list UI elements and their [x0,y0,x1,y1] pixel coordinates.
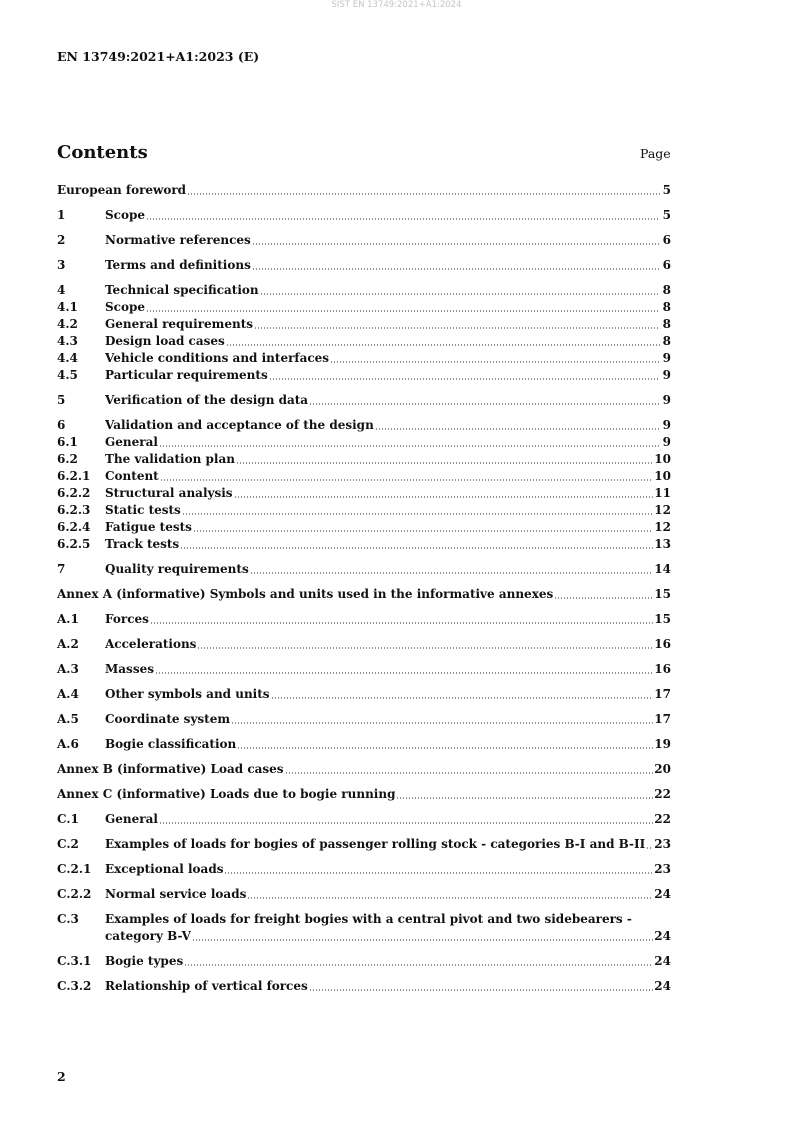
toc-entry-title: Accelerations [105,637,197,651]
toc-entry-page: 17 [654,712,671,726]
toc-entry[interactable] [57,207,671,224]
toc-entry-title: Masses [105,662,154,676]
toc-entry[interactable] [57,257,671,274]
toc-entry-title: Terms and definitions [105,258,251,272]
toc-entry-page: 24 [654,929,671,943]
toc-entry-page: 23 [654,837,671,851]
toc-leader-dots [160,479,654,481]
toc-entry-number: 4.5 [57,368,78,382]
toc-entry-page: 20 [654,762,671,776]
toc-entry[interactable] [57,978,671,995]
toc-entry-page: 12 [654,503,671,517]
toc-entry-title: Forces [105,612,149,626]
toc-leader-dots [197,647,653,649]
toc-entry-title: Validation and acceptance of the design [105,418,374,432]
toc-entry-page: 22 [654,812,671,826]
toc-entry-title: Technical specification [105,283,259,297]
toc-entry-title: Relationship of vertical forces [105,979,308,993]
toc-entry-page: 9 [662,435,671,449]
toc-entry[interactable] [57,350,671,367]
toc-entry-title: General requirements [105,317,254,331]
toc-entry[interactable] [57,434,671,451]
toc-entry[interactable] [57,182,671,199]
toc-entry[interactable] [57,786,671,803]
toc-entry-title: General [105,435,158,449]
toc-entry-page: 8 [662,317,671,331]
toc-entry-number: A.3 [57,662,79,676]
toc-entry-page: 5 [662,208,671,222]
toc-entry[interactable] [57,586,671,603]
toc-entry-title: Scope [105,300,146,314]
toc-leader-dots [285,772,654,774]
table-of-contents [57,182,671,995]
toc-entry-page: 17 [654,687,671,701]
toc-entry-page: 11 [654,486,671,500]
toc-entry-page: 10 [654,452,671,466]
toc-entry-page: 15 [654,587,671,601]
toc-entry-title: Design load cases [105,334,225,348]
toc-entry-number: 6 [57,418,66,432]
toc-entry-number: 6.2.4 [57,520,91,534]
toc-entry[interactable] [57,761,671,778]
toc-entry[interactable] [57,367,671,384]
toc-entry-title: Content [105,469,159,483]
toc-leader-dots [247,897,653,899]
toc-entry-page: 24 [654,954,671,968]
toc-entry-number: 5 [57,393,66,407]
toc-entry-page: 8 [662,283,671,297]
toc-entry-title: Annex C (informative) Loads due to bogie running [57,787,396,801]
toc-entry-number: C.3.1 [57,954,92,968]
toc-leader-dots [192,939,653,941]
toc-leader-dots [375,428,660,430]
toc-entry[interactable] [57,836,671,853]
toc-entry[interactable] [57,502,671,519]
toc-entry-number: 2 [57,233,66,247]
toc-entry-number: 6.2.2 [57,486,91,500]
toc-entry[interactable] [57,686,671,703]
toc-entry-page: 14 [654,562,671,576]
toc-entry[interactable] [57,661,671,678]
toc-entry-number: A.6 [57,737,79,751]
toc-entry-number: 3 [57,258,66,272]
toc-entry-page: 9 [662,351,671,365]
toc-entry-number: C.2.2 [57,887,92,901]
toc-entry[interactable] [57,468,671,485]
toc-entry-number: A.1 [57,612,79,626]
toc-leader-dots [269,378,660,380]
toc-leader-dots [254,327,660,329]
toc-entry[interactable] [57,485,671,502]
toc-leader-dots [180,547,653,549]
toc-entry-page: 22 [654,787,671,801]
toc-leader-dots [309,989,654,991]
toc-entry[interactable] [57,451,671,468]
toc-entry-title: Coordinate system [105,712,231,726]
toc-entry-number: 6.2.1 [57,469,91,483]
toc-leader-dots [396,797,653,799]
toc-entry-title: Static tests [105,503,181,517]
toc-entry[interactable] [57,561,671,578]
toc-entry-page: 16 [654,662,671,676]
toc-leader-dots [309,403,660,405]
toc-entry-title: Examples of loads for bogies of passenger rolling stock - categories B-I and B-II [105,837,646,851]
toc-entry-page: 9 [662,393,671,407]
toc-entry-number: 6.1 [57,435,78,449]
toc-entry-title: Normative references [105,233,251,247]
toc-leader-dots [159,445,660,447]
toc-entry-title: Annex A (informative) Symbols and units used in the informative annexes [57,587,554,601]
toc-entry-title: Fatigue tests [105,520,192,534]
toc-entry[interactable] [57,417,671,434]
toc-entry-title: General [105,812,158,826]
toc-leader-dots [224,872,653,874]
page-number: 2 [57,1069,66,1084]
toc-entry-page: 9 [662,368,671,382]
toc-entry[interactable] [57,299,671,316]
toc-entry-number: A.2 [57,637,79,651]
toc-entry[interactable] [57,861,671,878]
toc-entry-number: 4 [57,283,66,297]
toc-entry-page: 24 [654,887,671,901]
toc-entry-page: 9 [662,418,671,432]
contents-title: Contents [57,142,148,163]
toc-entry-title: Other symbols and units [105,687,270,701]
watermark: SIST EN 13749:2021+A1:2024 [331,0,462,10]
toc-entry[interactable] [57,519,671,536]
toc-entry[interactable] [57,911,671,945]
toc-leader-dots [226,344,660,346]
toc-entry-number: 4.1 [57,300,78,314]
toc-entry-number: A.4 [57,687,79,701]
toc-leader-dots [236,462,653,464]
toc-entry-number: 4.3 [57,334,78,348]
toc-leader-dots [554,597,653,599]
toc-leader-dots [150,622,653,624]
toc-leader-dots [271,697,654,699]
toc-leader-dots [184,964,653,966]
toc-leader-dots [146,310,660,312]
toc-entry[interactable] [57,392,671,409]
toc-entry-title: Exceptional loads [105,862,224,876]
toc-entry-number: A.5 [57,712,79,726]
toc-entry[interactable] [57,736,671,753]
toc-entry[interactable] [57,611,671,628]
toc-entry-number: C.1 [57,812,79,826]
toc-entry-page: 19 [654,737,671,751]
toc-entry-number: 4.2 [57,317,78,331]
toc-entry-title: Scope [105,208,146,222]
toc-leader-dots [155,672,653,674]
toc-entry[interactable] [57,811,671,828]
toc-leader-dots [252,268,660,270]
page-column-label: Page [640,146,671,161]
toc-entry-title: Quality requirements [105,562,249,576]
toc-entry-page: 8 [662,300,671,314]
toc-leader-dots [646,847,653,849]
toc-entry-page: 13 [654,537,671,551]
document-identifier: EN 13749:2021+A1:2023 (E) [57,49,260,64]
toc-entry-page: 24 [654,979,671,993]
toc-entry-page: 12 [654,520,671,534]
toc-leader-dots [250,572,654,574]
toc-entry-page: 10 [654,469,671,483]
toc-entry-page: 16 [654,637,671,651]
toc-entry-title: Structural analysis [105,486,233,500]
toc-entry-number: C.2 [57,837,79,851]
toc-leader-dots [187,193,660,195]
toc-entry-title-continued: category B-V [105,929,191,943]
toc-entry-title: Bogie types [105,954,184,968]
toc-entry-title: Normal service loads [105,887,247,901]
toc-entry-number: 6.2 [57,452,78,466]
toc-entry-number: C.3 [57,912,79,926]
toc-leader-dots [182,513,653,515]
toc-leader-dots [234,496,654,498]
toc-entry-number: C.2.1 [57,862,92,876]
toc-entry-title: Bogie classification [105,737,237,751]
toc-leader-dots [146,218,660,220]
toc-entry-title: The validation plan [105,452,235,466]
toc-entry-page: 5 [662,183,671,197]
toc-entry[interactable] [57,711,671,728]
toc-entry[interactable] [57,886,671,903]
toc-entry-title: Vehicle conditions and interfaces [105,351,330,365]
toc-entry-title: Particular requirements [105,368,268,382]
toc-entry[interactable] [57,232,671,249]
toc-leader-dots [193,530,653,532]
toc-leader-dots [159,822,653,824]
toc-entry-page: 6 [662,258,671,272]
toc-leader-dots [252,243,660,245]
toc-entry-title: Track tests [105,537,180,551]
toc-entry-number: 1 [57,208,66,222]
toc-entry-page: 23 [654,862,671,876]
toc-entry-number: 4.4 [57,351,78,365]
toc-leader-dots [231,722,653,724]
toc-entry[interactable] [57,316,671,333]
toc-entry-number: 7 [57,562,66,576]
toc-entry-page: 15 [654,612,671,626]
toc-entry[interactable] [57,282,671,299]
toc-leader-dots [237,747,653,749]
toc-entry-title: European foreword [57,183,187,197]
toc-leader-dots [330,361,660,363]
toc-entry-page: 6 [662,233,671,247]
toc-leader-dots [260,293,660,295]
toc-entry-title: Examples of loads for freight bogies with a central pivot and two sidebearers - [105,912,632,926]
toc-entry-title: Verification of the design data [105,393,309,407]
toc-entry-number: 6.2.5 [57,537,91,551]
toc-entry-number: C.3.2 [57,979,92,993]
toc-entry[interactable] [57,536,671,553]
toc-entry-page: 8 [662,334,671,348]
toc-entry-title: Annex B (informative) Load cases [57,762,284,776]
toc-entry[interactable] [57,333,671,350]
toc-entry[interactable] [57,953,671,970]
toc-entry[interactable] [57,636,671,653]
toc-entry-number: 6.2.3 [57,503,91,517]
